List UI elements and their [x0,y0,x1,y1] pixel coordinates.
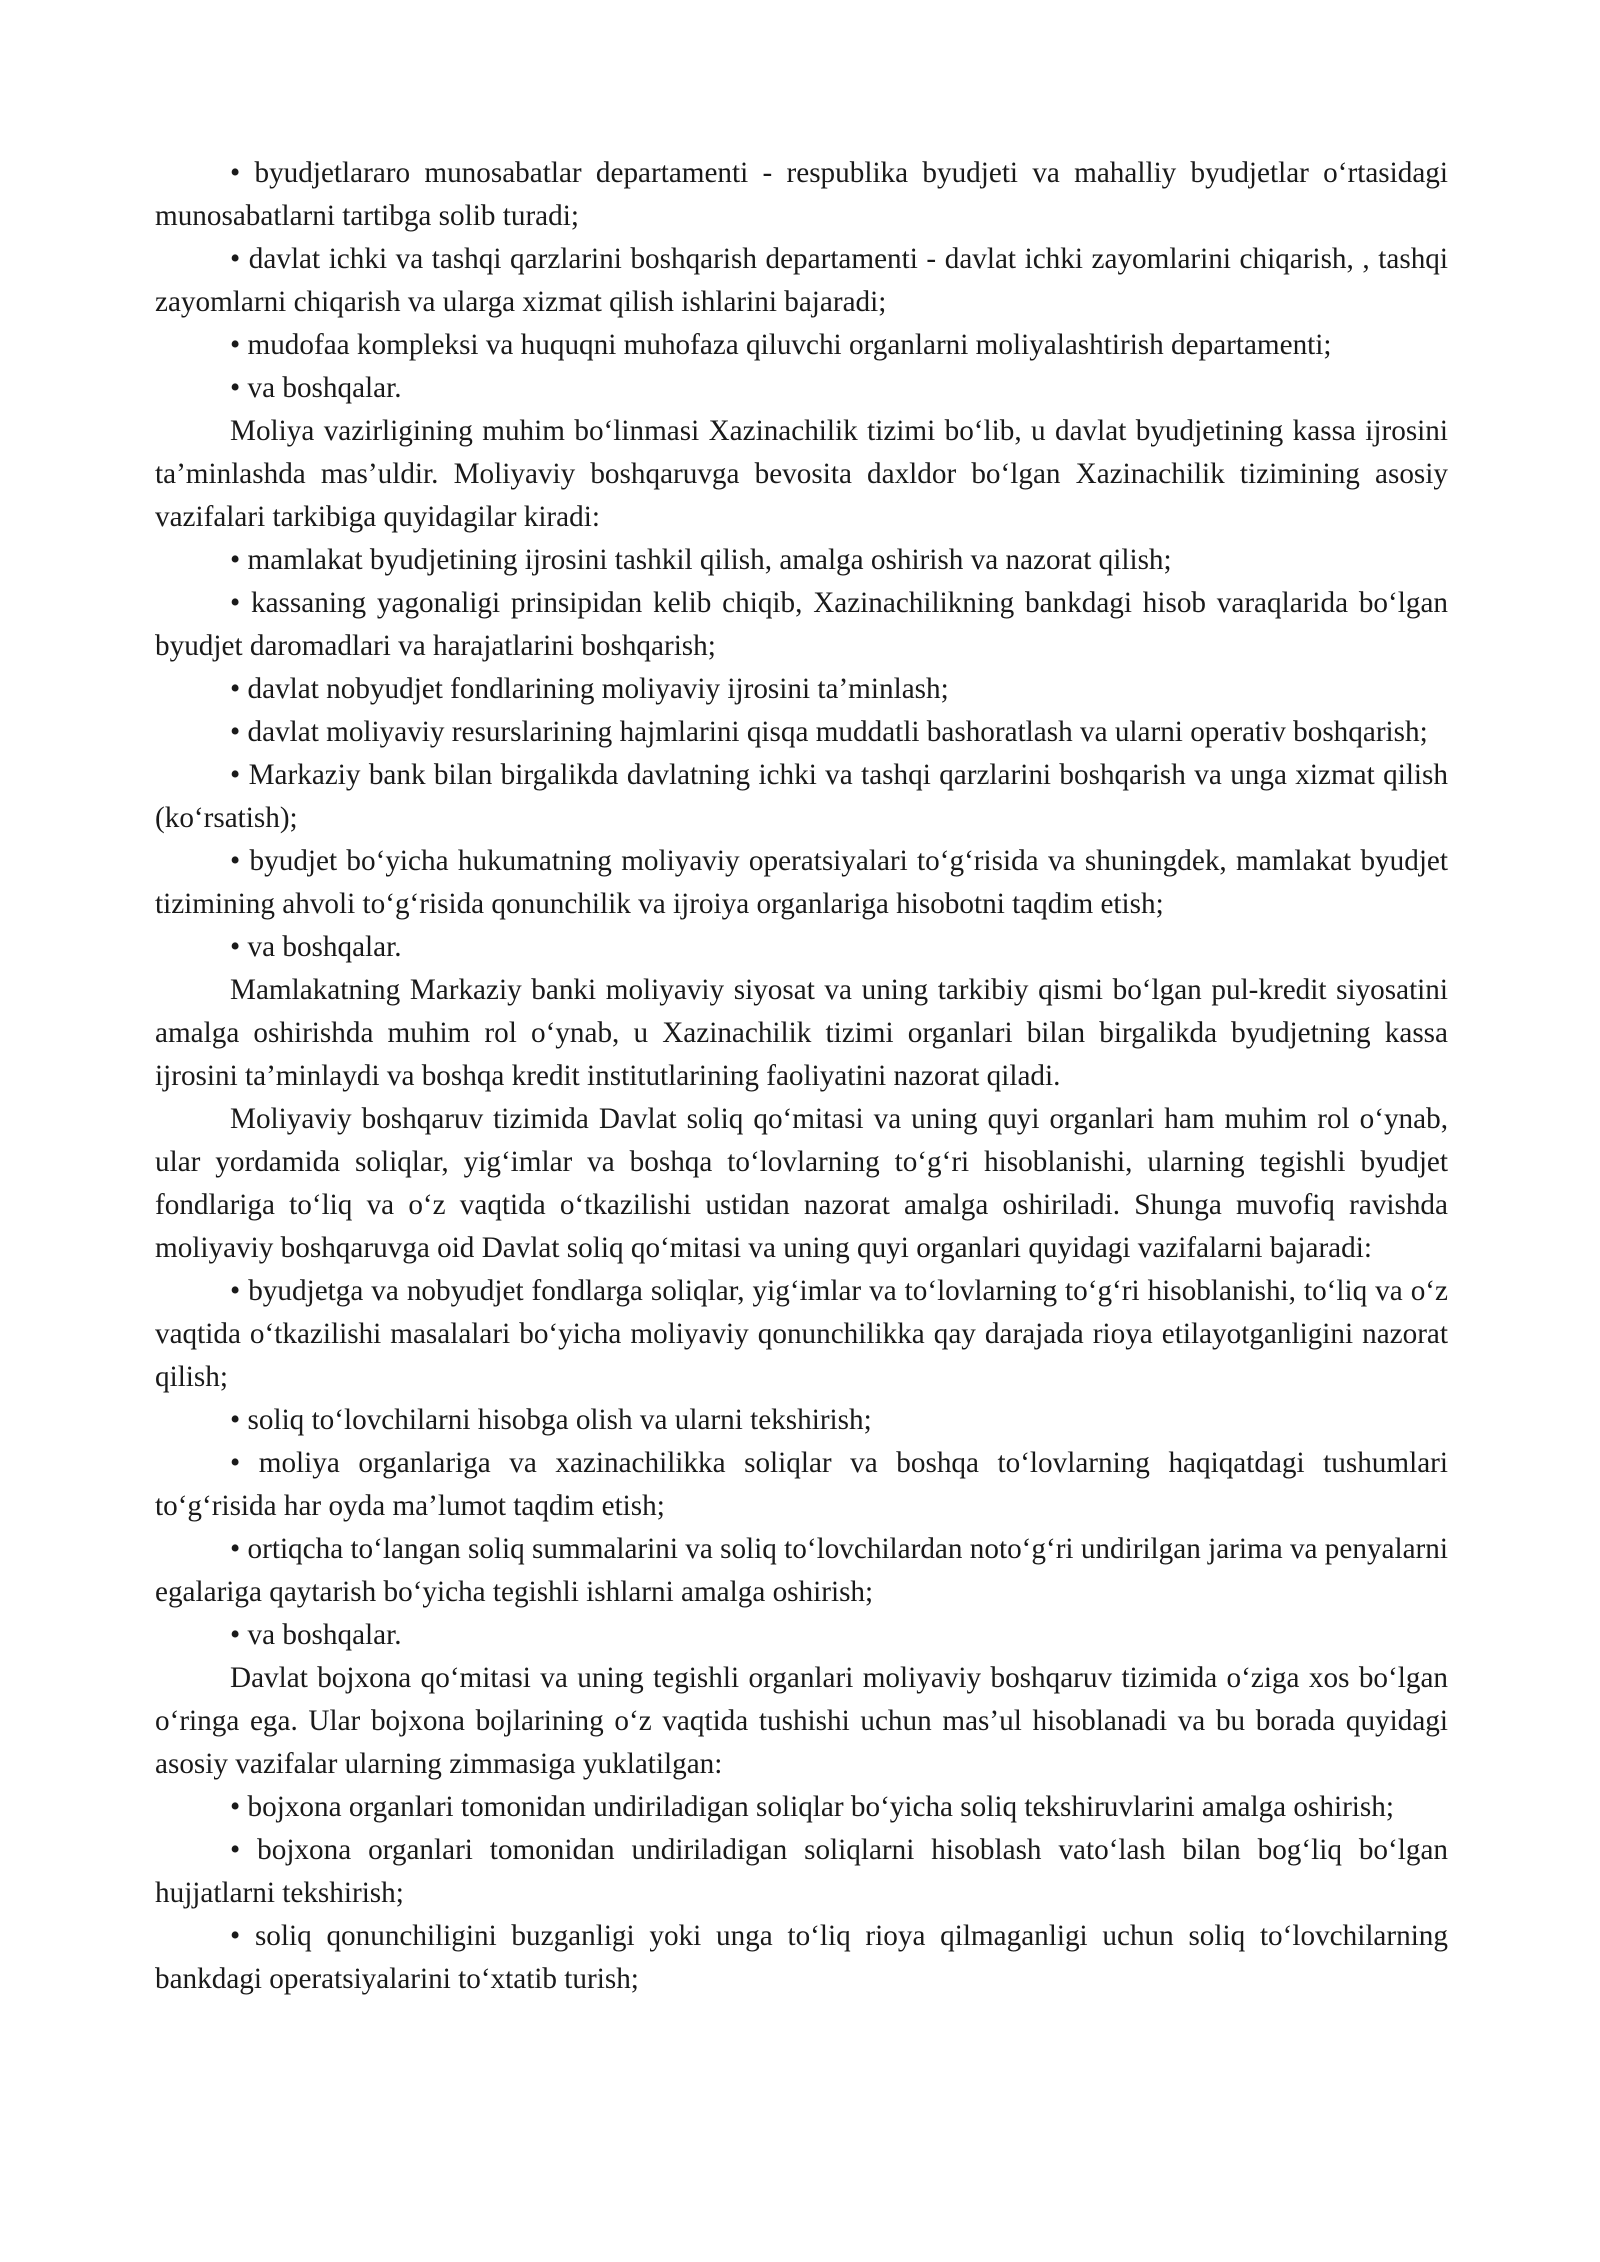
list-item: • byudjetga va nobyudjet fondlarga soliqlar, yig‘imlar va to‘lovlarning to‘g‘ri hisoblanishi, to‘liq va o‘z vaqtida o‘tkazilishi masalalari bo‘yicha moliyaviy qonunchilikka qay darajada rioya etilayotganligini nazorat qilish; [155,1275,1448,1393]
list-item: • va boshqalar. [230,372,402,404]
list-item: • davlat moliyaviy resurslarining hajmlarini qisqa muddatli bashoratlash va ularni operativ boshqarish; [230,716,1428,748]
list-item: • mamlakat byudjetining ijrosini tashkil qilish, amalga oshirish va nazorat qilish; [230,544,1172,576]
list-item: • kassaning yagonaligi prinsipidan kelib chiqib, Xazinachilikning bankdagi hisob varaqlarida bo‘lgan byudjet daromadlari va harajatlarini boshqarish; [155,587,1448,662]
list-item: • bojxona organlari tomonidan undiriladigan soliqlar bo‘yicha soliq tekshiruvlarini amalga oshirish; [230,1791,1394,1823]
body-paragraph: Moliya vazirligining muhim bo‘linmasi Xazinachilik tizimi bo‘lib, u davlat byudjetining kassa ijrosini ta’minlashda mas’uldir. Moliyaviy boshqaruvga bevosita daxldor bo‘lgan Xazinachilik tizimining asosiy vazifalari tarkibiga quyidagilar kiradi: [155,415,1448,533]
list-item: • moliya organlariga va xazinachilikka soliqlar va boshqa to‘lovlarning haqiqatdagi tushumlari to‘g‘risida har oyda ma’lumot taqdim etish; [155,1447,1448,1522]
list-item: • soliq qonunchiligini buzganligi yoki unga to‘liq rioya qilmaganligi uchun soliq to‘lovchilarning bankdagi operatsiyalarini to‘xtatib turish; [155,1920,1448,1995]
list-item: • mudofaa kompleksi va huquqni muhofaza qiluvchi organlarni moliyalashtirish departamenti; [230,329,1332,361]
body-paragraph: Mamlakatning Markaziy banki moliyaviy siyosat va uning tarkibiy qismi bo‘lgan pul-kredit siyosatini amalga oshirishda muhim rol o‘ynab, u Xazinachilik tizimi organlari bilan birgalikda byudjetning kassa ijrosini ta’minlaydi va boshqa kredit institutlarining faoliyatini nazorat qiladi. [155,974,1448,1092]
list-item: • bojxona organlari tomonidan undiriladigan soliqlarni hisoblash vato‘lash bilan bog‘liq bo‘lgan hujjatlarni tekshirish; [155,1834,1448,1909]
body-paragraph: Moliyaviy boshqaruv tizimida Davlat soliq qo‘mitasi va uning quyi organlari ham muhim rol o‘ynab, ular yordamida soliqlar, yig‘imlar va boshqa to‘lovlarning to‘g‘ri hisoblanishi, ularning tegishli byudjet fondlariga to‘liq va o‘z vaqtida o‘tkazilishi ustidan nazorat amalga oshiriladi. Shunga muvofiq ravishda moliyaviy boshqaruvga oid Davlat soliq qo‘mitasi va uning quyi organlari quyidagi vazifalarni bajaradi: [155,1103,1448,1264]
list-item: • davlat ichki va tashqi qarzlarini boshqarish departamenti - davlat ichki zayomlarini chiqarish, , tashqi zayomlarni chiqarish va ularga xizmat qilish ishlarini bajaradi; [155,243,1448,318]
list-item: • byudjetlararo munosabatlar departamenti - respublika byudjeti va mahalliy byudjetlar o‘rtasidagi munosabatlarni tartibga solib turadi; [155,157,1448,232]
list-item: • ortiqcha to‘langan soliq summalarini va soliq to‘lovchilardan noto‘g‘ri undirilgan jarima va penyalarni egalariga qaytarish bo‘yicha tegishli ishlarni amalga oshirish; [155,1533,1448,1608]
list-item: • byudjet bo‘yicha hukumatning moliyaviy operatsiyalari to‘g‘risida va shuningdek, mamlakat byudjet tizimining ahvoli to‘g‘risida qonunchilik va ijroiya organlariga hisobotni taqdim etish; [155,845,1448,920]
list-item: • soliq to‘lovchilarni hisobga olish va ularni tekshirish; [230,1404,872,1436]
list-item: • Markaziy bank bilan birgalikda davlatning ichki va tashqi qarzlarini boshqarish va unga xizmat qilish (ko‘rsatish); [155,759,1448,834]
list-item: • va boshqalar. [230,1619,402,1651]
list-item: • davlat nobyudjet fondlarining moliyaviy ijrosini ta’minlash; [230,673,949,705]
body-paragraph: Davlat bojxona qo‘mitasi va uning tegishli organlari moliyaviy boshqaruv tizimida o‘ziga xos bo‘lgan o‘ringa ega. Ular bojxona bojlarining o‘z vaqtida tushishi uchun mas’ul hisoblanadi va bu borada quyidagi asosiy vazifalar ularning zimmasiga yuklatilgan: [155,1662,1448,1780]
list-item: • va boshqalar. [230,931,402,963]
document-page [155,152,1448,2001]
